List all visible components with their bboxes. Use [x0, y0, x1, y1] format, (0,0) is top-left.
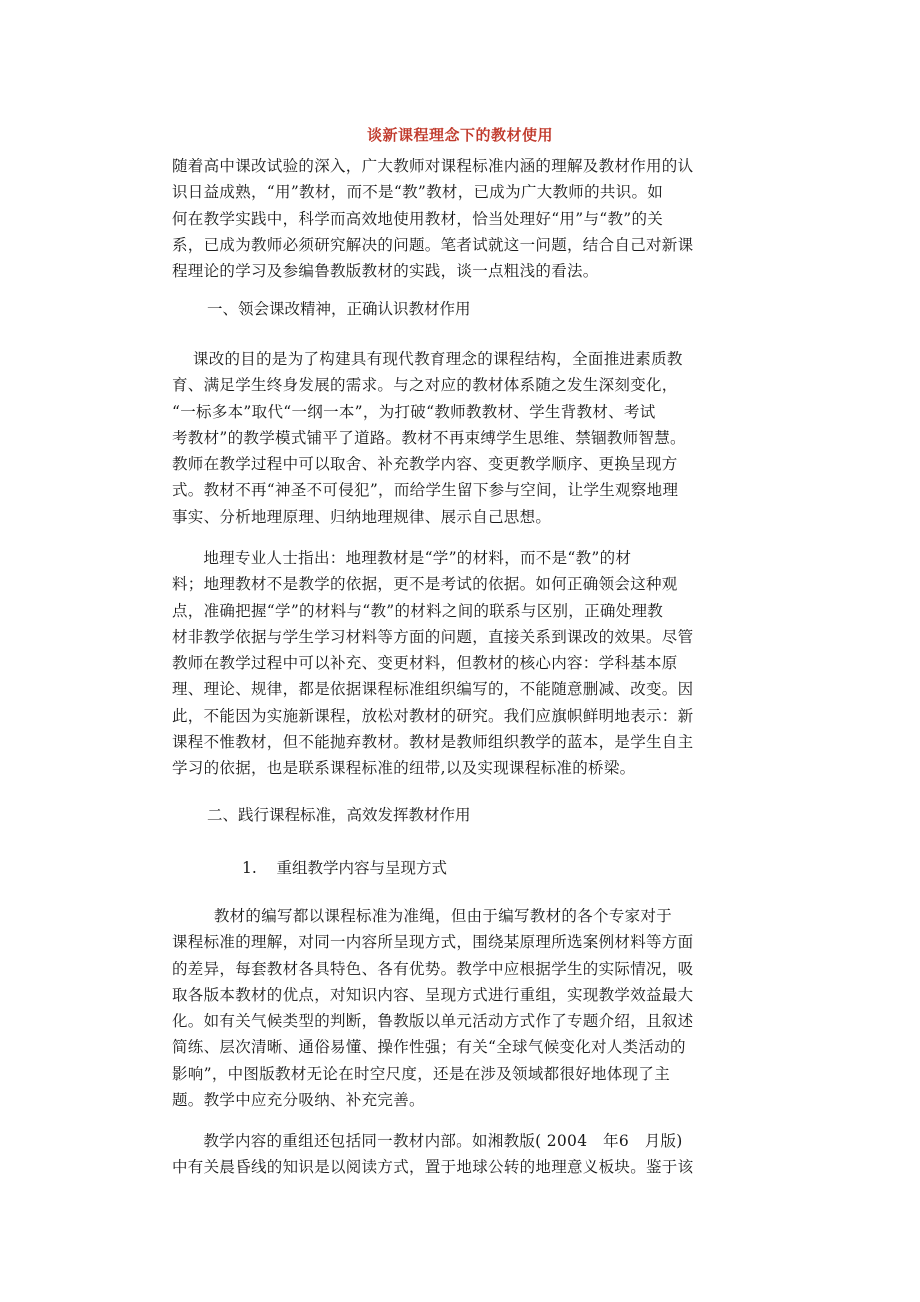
text-line: 教学内容的重组还包括同一教材内部。如湘教版( 2004 年6 月版)	[172, 1132, 683, 1150]
text-line: 育、满足学生终身发展的需求。与之对应的教材体系随之发生深刻变化，	[172, 376, 678, 395]
text-line: 事实、分析地理原理、归纳地理规律、展示自己思想。	[172, 507, 552, 526]
text-line: “一标多本”取代“一纲一本”，为打破“教师教教材、学生背教材、考试	[172, 402, 656, 421]
text-line: 课程标准的理解，对同一内容所呈现方式，围绕某原理所选案例材料等方面	[172, 933, 694, 952]
text-line: 程理论的学习及参编鲁教版教材的实践，谈一点粗浅的看法。	[172, 262, 599, 281]
text-line: 中有关晨昏线的知识是以阅读方式，置于地球公转的地理意义板块。鉴于该	[172, 1158, 694, 1177]
text-line: 教师在教学过程中可以取舍、补充教学内容、变更教学顺序、更换呈现方	[172, 455, 678, 474]
intro-paragraph	[172, 153, 748, 284]
text-line: 何在教学实践中，科学而高效地使用教材，恰当处理好“用”与“教”的关	[172, 209, 664, 228]
text-line: 化。如有关气候类型的判断，鲁教版以单元活动方式作了专题介绍，且叙述	[172, 1012, 694, 1031]
text-line: 影响”，中图版教材无论在时空尺度，还是在涉及领域都很好地体现了主	[172, 1064, 671, 1083]
paragraph-3	[172, 903, 748, 1113]
text-line: 的差异，每套教材各具特色、各有优势。教学中应根据学生的实际情况，吸	[172, 959, 694, 978]
document-title: 谈新课程理念下的教材使用	[366, 126, 553, 144]
text-line: 学习的依据，也是联系课程标准的纽带,以及实现课程标准的桥梁。	[172, 759, 636, 778]
paragraph-1	[172, 346, 748, 530]
text-line: 点，准确把握“学”的材料与“教”的材料之间的联系与区别，正确处理教	[172, 601, 664, 620]
section1-heading: 一、领会课改精神，正确认识教材作用	[207, 300, 471, 318]
subsection1-heading: 1. 重组教学内容与呈现方式	[242, 859, 447, 877]
text-line: 识日益成熟，“用”教材，而不是“教”教材，已成为广大教师的共识。如	[172, 183, 664, 202]
section2-heading: 二、践行课程标准，高效发挥教材作用	[207, 806, 471, 824]
text-line: 随着高中课改试验的深入，广大教师对课程标准内涵的理解及教材作用的认	[172, 157, 694, 175]
text-line: 式。教材不再“神圣不可侵犯”，而给学生留下参与空间，让学生观察地理	[172, 481, 679, 500]
text-line: 题。教学中应充分吸纳、补充完善。	[172, 1091, 425, 1110]
text-line: 系，已成为教师必须研究解决的问题。笔者试就这一问题，结合自己对新课	[172, 235, 694, 254]
text-line: 简练、层次清晰、通俗易懂、操作性强；有关“全球气候变化对人类活动的	[172, 1038, 686, 1057]
paragraph-4	[172, 1128, 748, 1181]
text-line: 教师在教学过程中可以补充、变更材料，但教材的核心内容：学科基本原	[172, 654, 678, 673]
text-line: 地理专业人士指出：地理教材是“学”的材料，而不是“教”的材	[172, 549, 632, 567]
text-line: 材非教学依据与学生学习材料等方面的问题，直接关系到课改的效果。尽管	[172, 627, 694, 646]
text-line: 此，不能因为实施新课程，放松对教材的研究。我们应旗帜鲜明地表示：新	[172, 706, 694, 725]
text-line: 理、理论、规律，都是依据课程标准组织编写的，不能随意删减、改变。因	[172, 680, 694, 699]
text-line: 考教材”的教学模式铺平了道路。教材不再束缚学生思维、禁锢教师智慧。	[172, 428, 686, 447]
paragraph-2	[172, 545, 748, 782]
text-line: 教材的编写都以课程标准为准绳，但由于编写教材的各个专家对于	[172, 907, 673, 925]
text-line: 课程不惟教材，但不能抛弃教材。教材是教师组织教学的蓝本，是学生自主	[172, 733, 694, 752]
text-line: 课改的目的是为了构建具有现代教育理念的课程结构，全面推进素质教	[172, 350, 683, 368]
text-line: 取各版本教材的优点，对知识内容、呈现方式进行重组，实现教学效益最大	[172, 985, 694, 1004]
text-line: 料；地理教材不是教学的依据，更不是考试的依据。如何正确领会这种观	[172, 575, 678, 594]
